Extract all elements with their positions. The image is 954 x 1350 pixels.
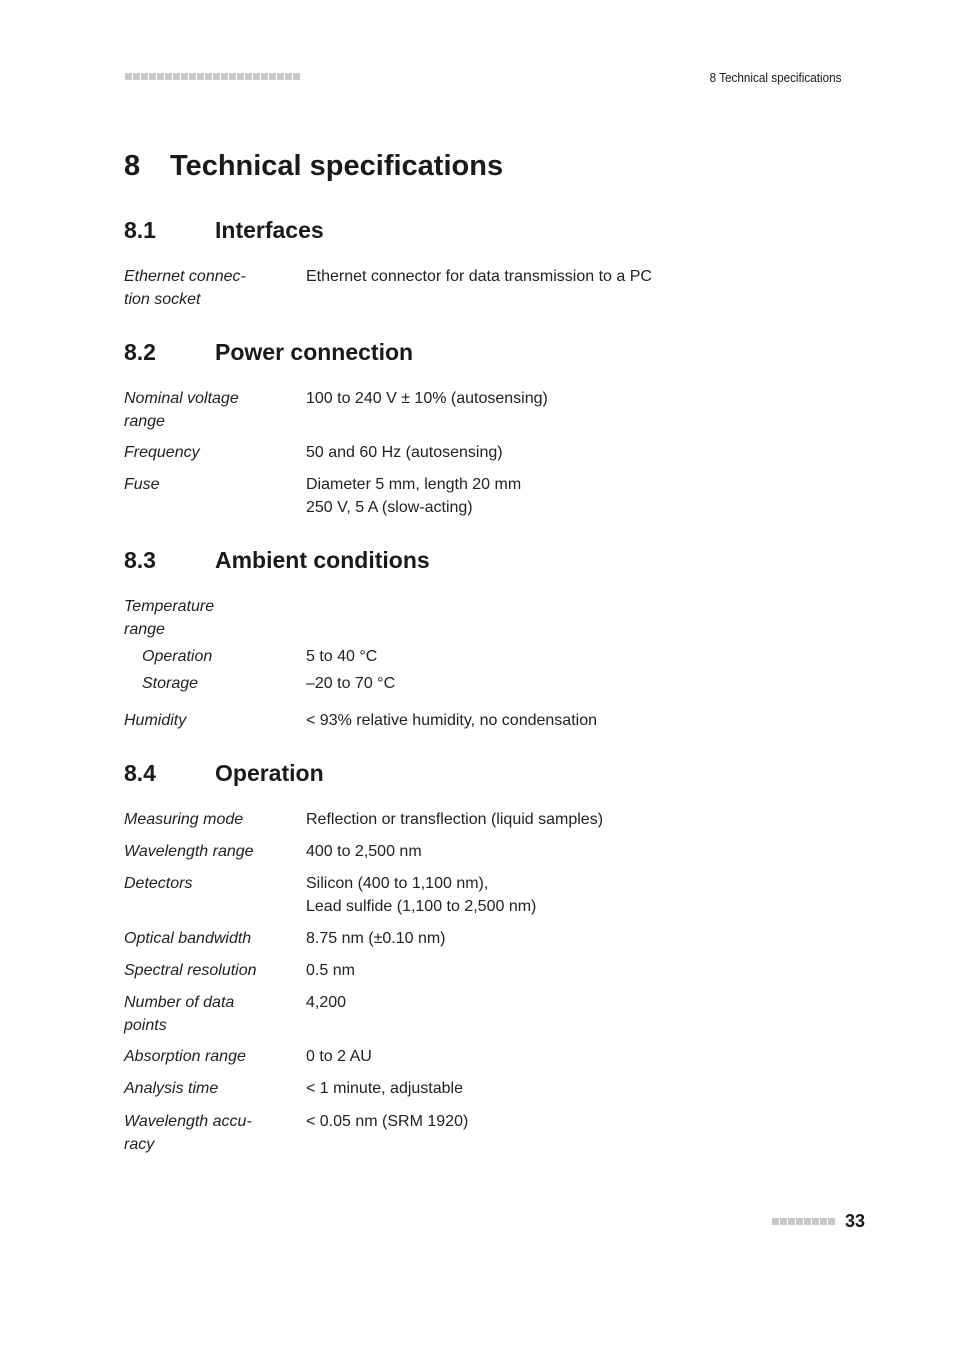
section-title-text: Ambient conditions	[215, 547, 430, 573]
spec-value	[306, 710, 597, 733]
value-line: Ethernet connector for data transmission to a PC	[306, 268, 652, 285]
value-line: Diameter 5 mm, length 20 mm	[306, 476, 522, 493]
label-line: Operation	[142, 648, 213, 665]
spec-label	[124, 673, 306, 696]
value-line: Reflection or transflection (liquid samples)	[306, 811, 604, 828]
spec-row-wavelength-range	[124, 841, 784, 864]
value-line: < 0.05 nm (SRM 1920)	[306, 1113, 469, 1130]
spec-label	[124, 646, 306, 669]
label-line: Number of data	[124, 994, 235, 1011]
label-line: Ethernet connec-	[124, 268, 246, 285]
label-line: Measuring mode	[124, 811, 244, 828]
spec-value	[306, 1046, 372, 1069]
footer-decoration	[772, 1218, 835, 1225]
label-line: Absorption range	[124, 1048, 246, 1065]
spec-row-absorption-range	[124, 1046, 784, 1069]
section-title-power-connection	[124, 339, 413, 366]
spec-label	[124, 992, 306, 1037]
spec-value	[306, 442, 503, 465]
section-title-operation	[124, 760, 324, 787]
value-line: Lead sulfide (1,100 to 2,500 nm)	[306, 897, 537, 915]
value-line: 8.75 nm (±0.10 nm)	[306, 930, 446, 947]
spec-row-measuring-mode	[124, 809, 784, 832]
spec-row-humidity	[124, 710, 784, 733]
header-decoration	[125, 73, 300, 80]
label-line: Analysis time	[124, 1080, 219, 1097]
label-line: Nominal voltage	[124, 390, 239, 407]
spec-value	[306, 928, 446, 951]
spec-label	[124, 809, 306, 832]
label-line: racy	[124, 1135, 155, 1153]
spec-value	[306, 873, 536, 918]
label-line: Fuse	[124, 476, 160, 493]
spec-row-operation-temperature	[124, 646, 784, 669]
label-line: Wavelength range	[124, 843, 254, 860]
chapter-title-text: Technical specifications	[170, 150, 504, 182]
chapter-number: 8	[124, 150, 141, 182]
spec-value	[306, 266, 652, 311]
value-line: Silicon (400 to 1,100 nm),	[306, 875, 489, 892]
spec-label	[124, 596, 306, 641]
spec-value	[306, 646, 377, 669]
spec-label	[124, 841, 306, 864]
spec-value	[306, 673, 395, 696]
label-line: tion socket	[124, 290, 201, 308]
spec-value	[306, 992, 346, 1037]
section-title-interfaces	[124, 217, 324, 244]
label-line: Temperature	[124, 598, 215, 615]
spec-label	[124, 1078, 306, 1101]
label-line: points	[124, 1016, 167, 1034]
spec-value	[306, 474, 521, 519]
running-header: 8 Technical specifications	[709, 70, 841, 85]
value-line: 400 to 2,500 nm	[306, 843, 422, 860]
spec-label	[124, 928, 306, 951]
chapter-title	[124, 150, 503, 183]
label-line: range	[124, 412, 165, 430]
spec-label	[124, 442, 306, 465]
spec-label	[124, 1046, 306, 1069]
section-title-text: Interfaces	[215, 217, 324, 243]
spec-row-wavelength-accuracy	[124, 1111, 784, 1156]
label-line: Detectors	[124, 875, 193, 892]
spec-value	[306, 960, 355, 983]
spec-value	[306, 1111, 468, 1156]
label-line: Frequency	[124, 444, 200, 461]
label-line: Wavelength accu-	[124, 1113, 252, 1130]
spec-label	[124, 1111, 306, 1156]
spec-row-storage-temperature	[124, 673, 784, 696]
value-line: 50 and 60 Hz (autosensing)	[306, 444, 503, 461]
value-line: 5 to 40 °C	[306, 648, 378, 665]
spec-row-analysis-time	[124, 1078, 784, 1101]
value-line: 100 to 240 V ± 10% (autosensing)	[306, 390, 548, 407]
spec-row-ethernet	[124, 266, 784, 311]
spec-label	[124, 873, 306, 918]
label-line: Optical bandwidth	[124, 930, 252, 947]
section-number: 8.2	[124, 339, 156, 365]
spec-row-optical-bandwidth	[124, 928, 784, 951]
spec-label	[124, 266, 306, 311]
section-title-text: Operation	[215, 760, 324, 786]
value-line: –20 to 70 °C	[306, 675, 396, 692]
label-line: Humidity	[124, 712, 187, 729]
section-title-text: Power connection	[215, 339, 414, 365]
spec-value	[306, 1078, 463, 1101]
spec-label	[124, 710, 306, 733]
page-number: 33	[845, 1211, 866, 1231]
section-number: 8.1	[124, 217, 156, 243]
spec-label	[124, 474, 306, 519]
spec-row-temperature-range	[124, 596, 784, 641]
value-line: 0 to 2 AU	[306, 1048, 372, 1065]
spec-row-nominal-voltage	[124, 388, 784, 433]
value-line: 250 V, 5 A (slow-acting)	[306, 498, 473, 516]
section-number: 8.4	[124, 760, 156, 786]
spec-value	[306, 841, 422, 864]
value-line: 0.5 nm	[306, 962, 355, 979]
spec-row-fuse	[124, 474, 784, 519]
spec-row-frequency	[124, 442, 784, 465]
spec-value	[306, 388, 548, 433]
label-line: range	[124, 620, 165, 638]
value-line: 4,200	[306, 994, 347, 1011]
label-line: Spectral resolution	[124, 962, 257, 979]
spec-row-spectral-resolution	[124, 960, 784, 983]
section-number: 8.3	[124, 547, 156, 573]
spec-row-number-of-data-points	[124, 992, 784, 1037]
spec-value	[306, 809, 603, 832]
spec-label	[124, 960, 306, 983]
label-line: Storage	[142, 675, 199, 692]
spec-label	[124, 388, 306, 433]
value-line: < 1 minute, adjustable	[306, 1080, 463, 1097]
value-line: < 93% relative humidity, no condensation	[306, 712, 597, 729]
section-title-ambient-conditions	[124, 547, 430, 574]
spec-row-detectors	[124, 873, 784, 918]
